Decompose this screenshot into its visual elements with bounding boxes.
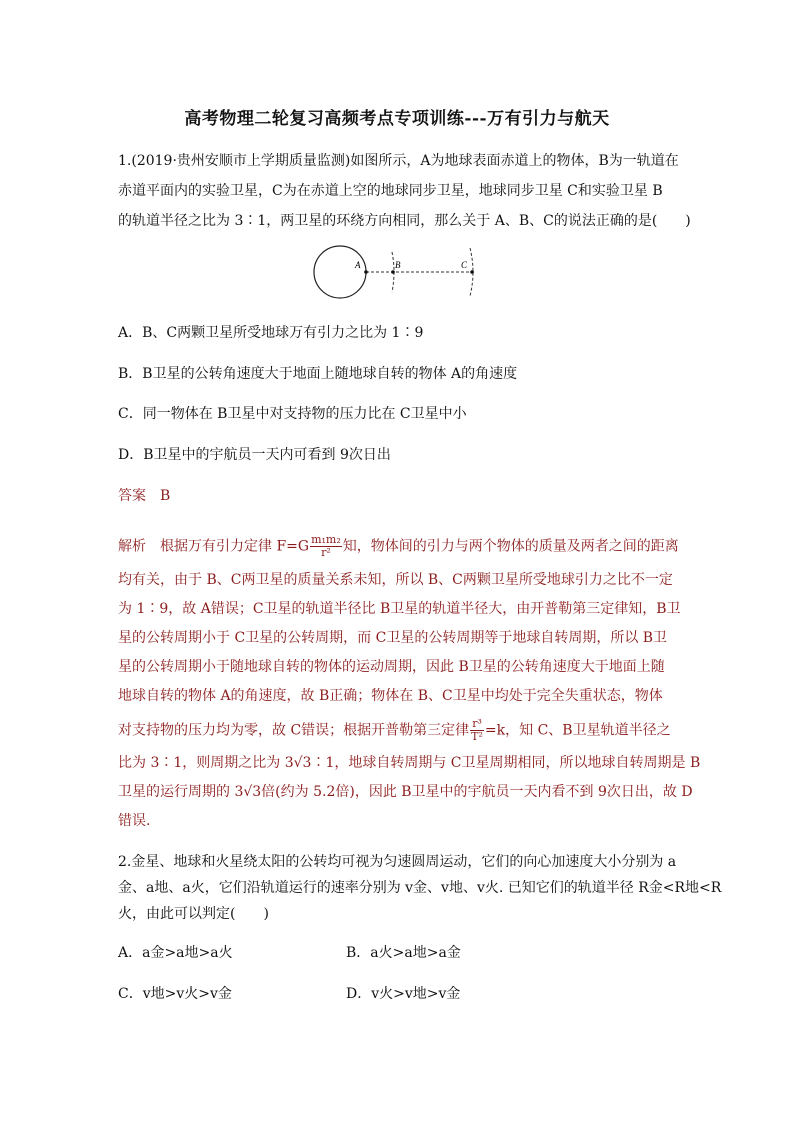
q2-stem-line-1: 2.金星、地球和火星绕太阳的公转均可视为匀速圆周运动，它们的向心加速度大小分别为 a xyxy=(118,854,677,870)
page-title: 高考物理二轮复习高频考点专项训练---万有引力与航天 xyxy=(184,109,610,129)
analysis-line-1 xyxy=(118,534,679,559)
analysis-line-8: 比为 3∶1，则周期之比为 3√3∶1，地球自转周期与 C卫星周期相同，所以地球自转周期是 B xyxy=(118,755,701,771)
analysis-line-5: 星的公转周期小于随地球自转的物体的运动周期，因此 B卫星的公转角速度大于地面上随 xyxy=(118,659,665,675)
fraction-numerator: m₁m₂ xyxy=(311,533,341,546)
point-c xyxy=(470,270,474,274)
kepler-numerator: r³ xyxy=(470,718,484,731)
point-b xyxy=(391,270,395,274)
analysis-line-6: 地球自转的物体 A的角速度，故 B正确；物体在 B、C卫星中均处于完全失重状态，物体 xyxy=(118,688,663,704)
label-b: B xyxy=(395,260,401,270)
kepler-denominator: T² xyxy=(471,730,483,743)
analysis-line-4: 星的公转周期小于 C卫星的公转周期，而 C卫星的公转周期等于地球自转周期，所以 B卫 xyxy=(118,630,668,646)
q1-option-c: C．同一物体在 B卫星中对支持物的压力比在 C卫星中小 xyxy=(118,406,467,422)
q2-option-b: B．a火>a地>a金 xyxy=(346,945,461,961)
gravity-fraction xyxy=(310,534,342,559)
analysis-line-10: 错误. xyxy=(118,813,151,829)
q1-stem-line-1: 1.(2019·贵州安顺市上学期质量监测)如图所示，A为地球表面赤道上的物体，B为一轨道在 xyxy=(118,153,679,169)
label-a: A xyxy=(355,260,361,270)
q2-option-a: A．a金>a地>a火 xyxy=(118,945,233,961)
analysis-line-1-end: 知，物体间的引力与两个物体的质量及两者之间的距离 xyxy=(342,538,679,555)
analysis-line-1-start: 解析 根据万有引力定律 F=G xyxy=(118,538,310,555)
q1-option-b: B．B卫星的公转角速度大于地面上随地球自转的物体 A的角速度 xyxy=(118,366,518,382)
q1-answer: 答案 B xyxy=(118,488,171,504)
q1-option-d: D．B卫星中的宇航员一天内可看到 9次日出 xyxy=(118,447,391,463)
q2-option-c: C．v地>v火>v金 xyxy=(118,986,232,1002)
q2-option-d: D．v火>v地>v金 xyxy=(346,986,461,1002)
orbit-figure xyxy=(300,238,490,308)
analysis-line-3: 为 1∶9，故 A错误；C卫星的轨道半径比 B卫星的轨道半径大，由开普勒第三定律知，B卫 xyxy=(118,601,681,617)
analysis-line-7-end: =k，知 C、B卫星轨道半径之 xyxy=(484,722,671,739)
analysis-line-2: 均有关，由于 B、C两卫星的质量关系未知，所以 B、C两颗卫星所受地球引力之比不一定 xyxy=(118,572,673,588)
q1-stem-line-3: 的轨道半径之比为 3∶1，两卫星的环绕方向相同，那么关于 A、B、C的说法正确的是( ) xyxy=(118,213,691,229)
analysis-line-9: 卫星的运行周期的 3√3倍(约为 5.2倍)，因此 B卫星中的宇航员一天内看不到 9次日出，故 D xyxy=(118,784,693,800)
analysis-line-7-start: 对支持物的压力均为零，故 C错误；根据开普勒第三定律 xyxy=(118,722,470,739)
fraction-denominator: r² xyxy=(321,546,331,559)
analysis-line-7 xyxy=(118,718,671,743)
earth-circle xyxy=(314,246,366,298)
q2-stem-line-2: 金、a地、a火，它们沿轨道运行的速率分别为 v金、v地、v火. 已知它们的轨道半径 R金<R地<R xyxy=(118,880,722,896)
kepler-fraction xyxy=(470,718,484,743)
q1-option-a: A．B、C两颗卫星所受地球万有引力之比为 1∶9 xyxy=(118,325,424,341)
label-c: C xyxy=(461,260,468,270)
point-a xyxy=(364,270,368,274)
q1-stem-line-2: 赤道平面内的实验卫星，C为在赤道上空的地球同步卫星，地球同步卫星 C和实验卫星 B xyxy=(118,183,663,199)
q2-stem-line-3: 火，由此可以判定( ) xyxy=(118,906,269,922)
